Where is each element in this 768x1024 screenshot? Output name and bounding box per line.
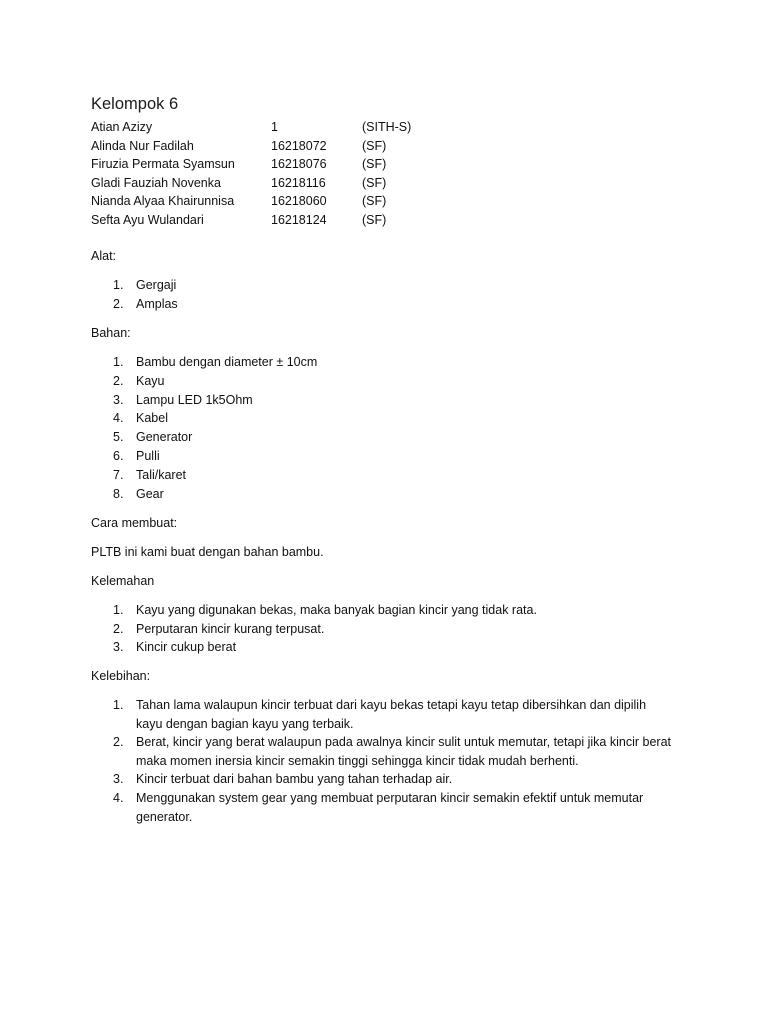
list-item: 4. Kabel [113, 411, 168, 426]
member-code: (SF) [362, 212, 387, 227]
member-nim: 1 [271, 120, 278, 134]
member-name: Firuzia Permata Syamsun [91, 157, 235, 172]
list-item-text: Lampu LED 1k5Ohm [136, 392, 253, 407]
alat-heading: Alat: [91, 249, 117, 263]
list-item-text: Perputaran kincir kurang terpusat. [136, 621, 325, 636]
bahan-heading: Bahan: [91, 326, 131, 340]
list-item: 1. Tahan lama walaupun kincir terbuat dari kayu bekas tetapi kayu tetap dibersihkan dan dipilih kayu dengan bagian kayu yang terbaik. [113, 698, 647, 731]
member-row [91, 174, 491, 193]
list-item: 4. Menggunakan system gear yang membuat perputaran kincir semakin efektif untuk memutar generator. [113, 790, 644, 824]
kelemahan-heading: Kelemahan [91, 574, 155, 588]
member-code: (SITH-S) [362, 120, 412, 134]
cara-text: PLTB ini kami buat dengan bahan bambu. [91, 545, 324, 559]
member-name: Gladi Fauziah Novenka [91, 175, 221, 190]
list-item-text: Gear [136, 486, 164, 501]
member-nim: 16218076 [271, 157, 327, 172]
list-item: 3. Kincir terbuat dari bahan bambu yang tahan terhadap air. [113, 772, 453, 787]
list-item: 3. Kincir cukup berat [113, 640, 237, 655]
cara-heading: Cara membuat: [91, 516, 178, 530]
member-row [91, 137, 491, 156]
list-item-text: Pulli [136, 448, 160, 463]
alat-list [91, 276, 691, 313]
member-name: Atian Azizy [91, 120, 153, 134]
member-name: Nianda Alyaa Khairunnisa [91, 194, 235, 209]
list-item: 6. Pulli [113, 448, 160, 463]
kelebihan-heading: Kelebihan: [91, 669, 151, 683]
member-row [91, 192, 491, 211]
list-item-text: Kabel [136, 411, 168, 426]
list-item-text: Bambu dengan diameter ± 10cm [136, 355, 318, 369]
page-title: Kelompok 6 [91, 95, 179, 113]
member-name: Sefta Ayu Wulandari [91, 212, 204, 227]
list-item-text: Kayu [136, 373, 165, 388]
list-item: 8. Gear [113, 486, 164, 501]
list-item-text: Menggunakan system gear yang membuat perputaran kincir semakin efektif untuk memutar generator. [136, 790, 644, 824]
list-item-text: Tali/karet [136, 467, 187, 482]
list-item: 1. Gergaji [113, 278, 177, 292]
member-row [91, 118, 491, 137]
list-item-text: Amplas [136, 296, 178, 311]
list-item: 1. Bambu dengan diameter ± 10cm [113, 355, 318, 369]
member-code: (SF) [362, 175, 387, 190]
list-item-text: Gergaji [136, 278, 177, 292]
list-item-text: Generator [136, 430, 193, 445]
kelebihan-list [91, 696, 671, 826]
bahan-list [91, 353, 691, 503]
kelemahan-list [91, 601, 691, 657]
member-row [91, 211, 491, 230]
list-item: 2. Perputaran kincir kurang terpusat. [113, 621, 325, 636]
member-nim: 16218060 [271, 194, 327, 209]
member-code: (SF) [362, 194, 387, 209]
list-item-text: Tahan lama walaupun kincir terbuat dari kayu bekas tetapi kayu tetap dibersihkan dan dipilih kayu dengan bagian kayu yang terbaik. [136, 698, 647, 731]
list-item: 5. Generator [113, 430, 193, 445]
list-item: 1. Kayu yang digunakan bekas, maka banyak bagian kincir yang tidak rata. [113, 603, 537, 617]
member-row [91, 155, 491, 174]
list-item: 2. Kayu [113, 373, 165, 388]
member-table [91, 118, 491, 230]
member-nim: 16218116 [271, 175, 326, 190]
list-item: 2. Berat, kincir yang berat walaupun pada awalnya kincir sulit untuk memutar, tetapi jika kincir berat maka momen inersia kincir semakin tinggi sehingga kincir tidak mudah berhenti. [113, 735, 671, 768]
list-item-text: Kayu yang digunakan bekas, maka banyak bagian kincir yang tidak rata. [136, 603, 537, 617]
member-code: (SF) [362, 157, 387, 172]
member-nim: 16218072 [271, 138, 327, 153]
member-nim: 16218124 [271, 212, 327, 227]
list-item-text: Kincir terbuat dari bahan bambu yang tahan terhadap air. [136, 772, 453, 787]
list-item: 2. Amplas [113, 296, 178, 311]
list-item-text: Berat, kincir yang berat walaupun pada awalnya kincir sulit untuk memutar, tetapi jika kincir berat maka momen inersia kincir semakin tinggi sehingga kincir tidak mudah berhenti. [136, 735, 671, 768]
list-item: 7. Tali/karet [113, 467, 187, 482]
member-code: (SF) [362, 138, 387, 153]
member-name: Alinda Nur Fadilah [91, 138, 194, 153]
list-item-text: Kincir cukup berat [136, 640, 237, 655]
list-item: 3. Lampu LED 1k5Ohm [113, 392, 253, 407]
